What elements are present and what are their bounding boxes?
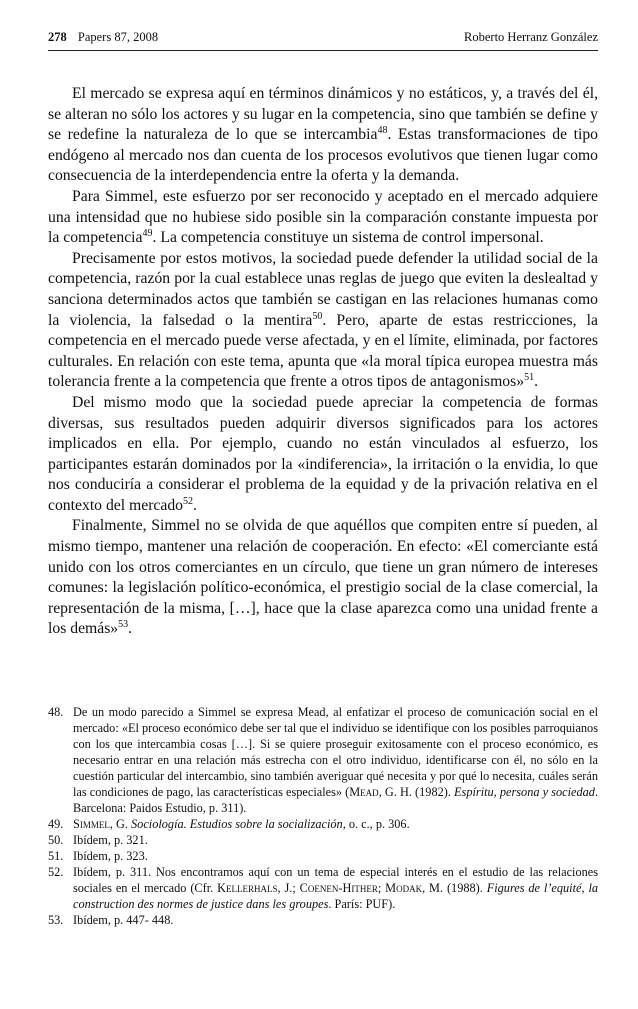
- footnote-number: 49.: [48, 817, 64, 831]
- author-name: Coenen-Hither: [299, 881, 378, 895]
- footnote-text: , J.;: [277, 881, 300, 895]
- footnote-number: 51.: [48, 849, 64, 863]
- paragraph-1: [48, 84, 598, 187]
- footnote-text: Ibídem, p. 321.: [73, 833, 148, 847]
- footnote-text: , M. (1988).: [422, 881, 487, 895]
- author-name: Simmel: [73, 817, 110, 831]
- book-title: Espíritu, persona y sociedad: [454, 785, 595, 799]
- paragraph-text: Para Simmel, este esfuerzo por ser reconocido y aceptado en el mercado adquiere una intensidad que no hubiese sido posible sin la comparación constante impuesta por la competencia: [48, 187, 598, 247]
- footnote-52: [48, 864, 598, 912]
- footnote-text: , o. c., p. 306.: [342, 817, 410, 831]
- footnote-text: . París: PUF).: [328, 897, 396, 911]
- page-number: 278: [48, 30, 67, 44]
- footnote-ref-53[interactable]: 53: [118, 619, 129, 631]
- footnote-text: , G. H. (1982).: [378, 785, 455, 799]
- book-title: Figures de l’equité, la construction des normes de justice dans les groupes: [73, 881, 599, 911]
- paragraph-text: Precisamente por estos motivos, la sociedad puede defender la utilidad social de la competencia, razón por la cual establece unas reglas de juego que eviten la deslealtad y sanciona determinados actos que también se castigan en las relaciones humanas como la violencia, la falsedad o la mentira: [48, 249, 598, 329]
- paragraph-4: [48, 393, 598, 517]
- author-name: Modak: [385, 881, 423, 895]
- paragraph-text: Finalmente, Simmel no se olvida de que aquéllos que compiten entre sí pueden, al mismo tiempo, mantener una relación de cooperación. En efecto: «El comerciante está unido con los otros comerciantes en un círculo, que tiene un gran número de intereses comunes: la legislación político-económica, el prestigio social de la clase comercial, la representación de la misma, […], hace que la clase aparezca como una unidad frente a los demás»: [48, 517, 598, 638]
- footnote-ref-51[interactable]: 51: [524, 372, 535, 384]
- paragraph-5: [48, 516, 598, 640]
- footnote-text: ;: [377, 881, 386, 895]
- paragraph-text: . Estas transformaciones de tipo endógeno al mercado nos dan cuenta de los procesos evolutivos que tienen lugar como consecuencia de la interdependencia entre la oferta y la demanda.: [48, 126, 599, 185]
- paragraph-text: .: [534, 373, 539, 391]
- footnote-text: . Barcelona: Paidos Estudio, p. 311).: [73, 785, 599, 815]
- running-header: [48, 30, 598, 50]
- footnote-text: De un modo parecido a Simmel se expresa Mead, al enfatizar el proceso de comunicación social en el mercado: «El proceso económico debe ser tal que el individuo se identifique con los posibles parroquianos con los que intercambia cosas […]. Si se quiere proseguir exitosamente con el proceso económico, es necesario entrar en una relación más estrecha con el otro individuo, identificarse con él, no sólo en la cuestión particular del intercambio, sino también averiguar qué necesita y por qué lo necesita, cuáles serán las condiciones de pago, las características especiales» (: [73, 705, 598, 799]
- paragraph-text: Del mismo modo que la sociedad puede apreciar la competencia de formas diversas, sus resultados pueden adquirir diversos significados para los actores implicados en ella. Por ejemplo, cuando no están vinculados al esfuerzo, los participantes estarán dominados por la «indiferencia», la irritación o la envidia, lo que nos conduciría a considerar el problema de la equidad y de la privación relativa en el contexto del mercado: [48, 393, 598, 514]
- paragraph-text: . La competencia constituye un sistema de control impersonal.: [152, 229, 544, 247]
- paragraph-3: [48, 249, 598, 393]
- footnote-number: 53.: [48, 913, 64, 927]
- footnote-51: [48, 848, 598, 864]
- footnote-number: 50.: [48, 833, 64, 847]
- footnote-ref-52[interactable]: 52: [183, 495, 194, 507]
- footnote-49: [48, 816, 598, 832]
- footnote-number: 48.: [48, 705, 64, 719]
- footnote-number: 52.: [48, 865, 64, 879]
- footnotes: [48, 704, 598, 928]
- journal-issue: Papers 87, 2008: [77, 30, 159, 44]
- footnote-text: Ibídem, p. 323.: [73, 849, 148, 863]
- footnote-ref-50[interactable]: 50: [312, 310, 323, 322]
- paragraph-2: [48, 187, 598, 249]
- paragraph-text: .: [128, 620, 133, 638]
- book-title: Sociología. Estudios sobre la socialización: [131, 817, 343, 831]
- paragraph-text: .: [193, 496, 197, 514]
- header-author: Roberto Herranz González: [464, 30, 598, 44]
- paragraph-text: . Pero, aparte de estas restricciones, la competencia en el mercado puede verse afectada, y en el límite, eliminada, por factores culturales. En relación con este tema, apunta que «la moral típica europea muestra más tolerancia frente a la competencia que frente a otros tipos de antagonismos»: [48, 311, 599, 391]
- footnote-48: [48, 704, 598, 816]
- body-text: [48, 84, 598, 640]
- footnote-text: , G.: [109, 817, 132, 831]
- footnote-ref-48[interactable]: 48: [377, 124, 388, 136]
- footnote-text: Ibídem, p. 447- 448.: [73, 913, 174, 927]
- footnote-ref-49[interactable]: 49: [142, 227, 153, 239]
- author-name: Mead: [349, 785, 379, 799]
- header-rule: [48, 50, 598, 51]
- header-left: [48, 30, 158, 45]
- author-name: Kellerhals: [217, 881, 278, 895]
- footnote-50: [48, 832, 598, 848]
- footnote-text: Ibídem, p. 311. Nos encontramos aquí con un tema de especial interés en el estudio de las relaciones sociales en el mercado (Cfr.: [73, 865, 598, 895]
- paragraph-text: El mercado se expresa aquí en términos dinámicos y no estáticos, y, a través del él, se alteran no sólo los actores y su lugar en la competencia, sino que también se define y se redefine la naturaleza de lo que se intercambia: [48, 85, 598, 144]
- footnote-53: [48, 912, 598, 928]
